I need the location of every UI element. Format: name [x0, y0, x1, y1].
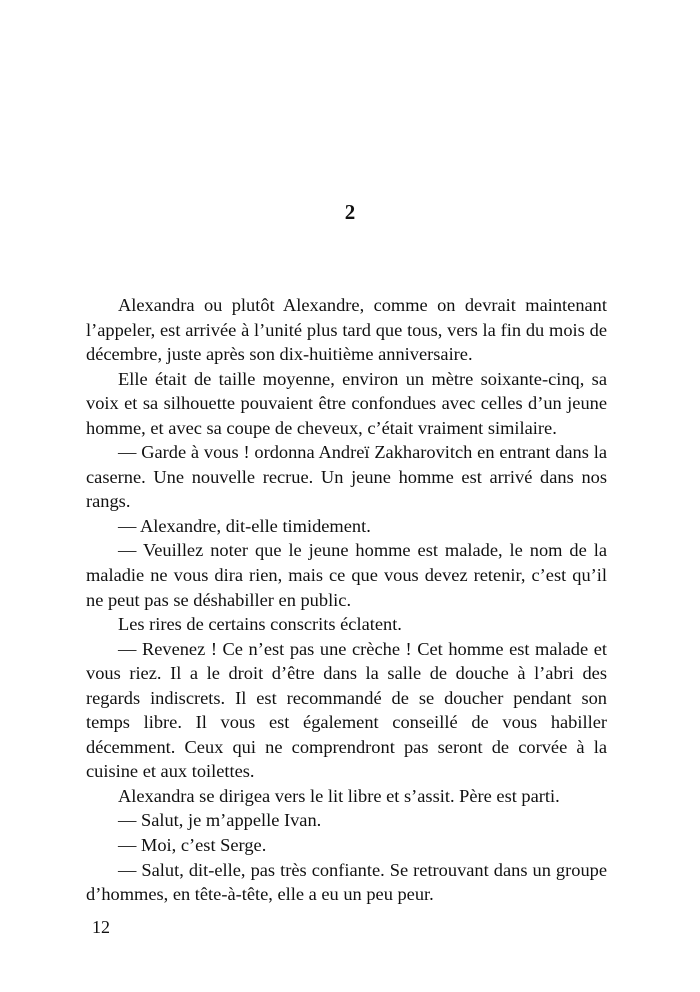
- paragraph: — Salut, dit-elle, pas très confiante. Se retrouvant dans un groupe d’hommes, en tête-à-tête, elle a eu un peu peur.: [86, 859, 607, 905]
- paragraph: — Garde à vous ! ordonna Andreï Zakharovitch en entrant dans la caserne. Une nouvelle recrue. Un jeune homme est arrivé dans nos rangs.: [86, 442, 607, 512]
- paragraph: Alexandra ou plutôt Alexandre, comme on devrait maintenant l’appeler, est arrivée à l’unité plus tard que tous, vers la fin du mois de décembre, juste après son dix-huitième anniversaire.: [86, 295, 607, 365]
- paragraph: Alexandra se dirigea vers le lit libre et s’assit. Père est parti.: [118, 785, 560, 806]
- paragraph: — Moi, c’est Serge.: [118, 835, 267, 856]
- page-number: 12: [92, 917, 110, 937]
- body-text: [86, 293, 607, 907]
- chapter-number: 2: [344, 200, 356, 224]
- paragraph: — Veuillez noter que le jeune homme est malade, le nom de la maladie ne vous dira rien, mais ce que vous devez retenir, c’est qu’il ne peut pas se déshabiller en public.: [86, 540, 607, 610]
- paragraph: Les rires de certains conscrits éclatent.: [118, 614, 402, 635]
- paragraph: — Revenez ! Ce n’est pas une crèche ! Cet homme est malade et vous riez. Il a le droit d’être dans la salle de douche à l’abri des regards indiscrets. Il est recommandé de se doucher pendant son temps libre. Il vous est également conseillé de vous habiller décemment. Ceux qui ne comprendront pas seront de corvée à la cuisine et aux toilettes.: [86, 638, 607, 782]
- paragraph: — Alexandre, dit-elle timidement.: [118, 515, 371, 536]
- paragraph: — Salut, je m’appelle Ivan.: [118, 810, 322, 831]
- paragraph: Elle était de taille moyenne, environ un mètre soixante-cinq, sa voix et sa silhouette pouvaient être confondues avec celles d’un jeune homme, et avec sa coupe de cheveux, c’était vraiment similaire.: [86, 368, 607, 438]
